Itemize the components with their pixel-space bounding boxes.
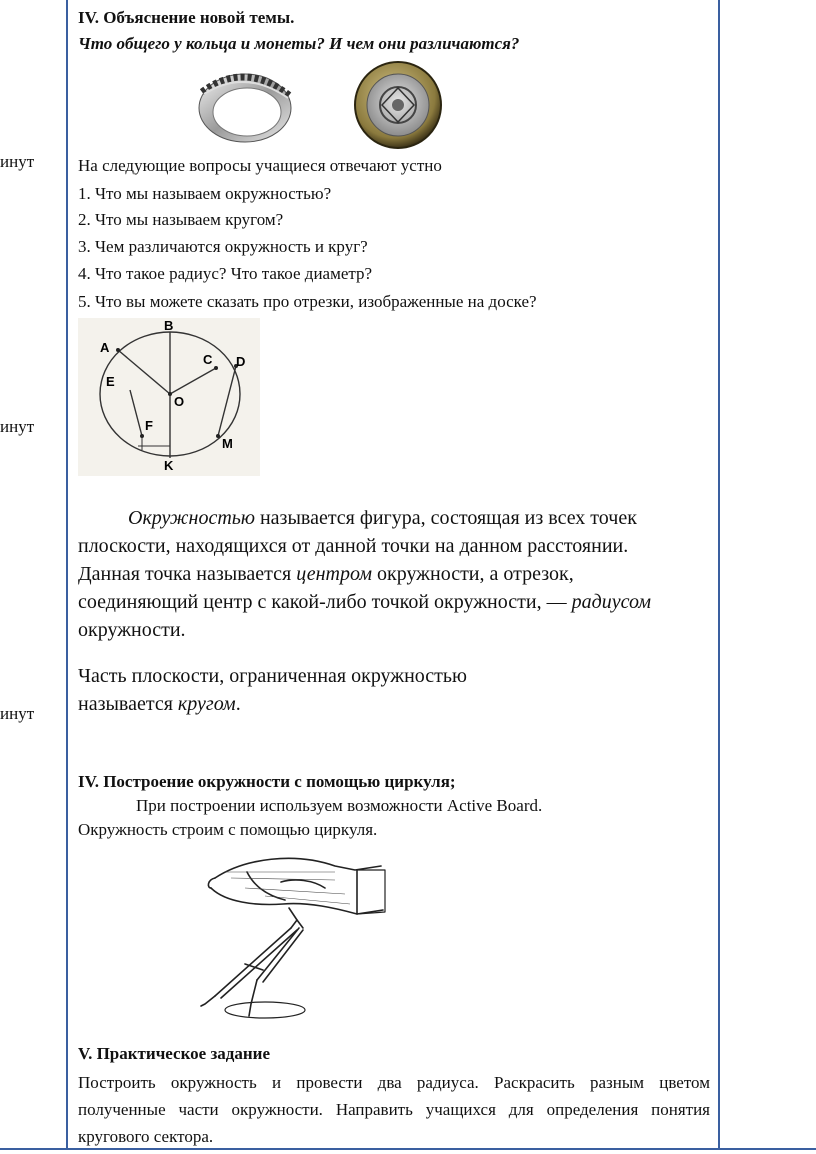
section-5-heading: V. Практическое задание (78, 1044, 271, 1063)
diagram-label-k: K (164, 458, 174, 473)
diagram-label-o: O (174, 394, 185, 409)
disk-definition (78, 662, 558, 718)
disk-text: Часть плоскости, ограниченная окружностью называется (78, 665, 467, 715)
oral-item-2: 2. Что мы называем кругом? (78, 210, 284, 229)
diagram-label-f: F (145, 418, 153, 433)
term-disk: кругом (177, 693, 236, 715)
disk-end: . (235, 693, 241, 715)
section-4-question: Что общего у кольца и монеты? И чем они различаются? (78, 34, 520, 53)
term-circle: Окружностью (128, 507, 255, 529)
side-label-1: инут (0, 152, 35, 171)
construction-line-1: При построении используем возможности Active Board. (136, 796, 543, 815)
diagram-label-d: D (236, 354, 246, 369)
side-label-2: инут (0, 417, 35, 436)
coin-picture (352, 60, 444, 150)
diagram-label-m: M (222, 436, 233, 451)
section-4-heading: IV. Объяснение новой темы. (78, 8, 295, 27)
section-4b-heading: IV. Построение окружности с помощью циркуля; (78, 772, 456, 791)
oral-item-3: 3. Чем различаются окружность и круг? (78, 237, 368, 256)
circle-diagram (78, 318, 260, 476)
term-center: центром (296, 563, 372, 585)
hand-compass-picture (185, 848, 405, 1024)
definition-text-c: окружности. (78, 619, 186, 641)
definition-text-b: окружности, а отрезок, соединяющий центр с какой-либо точкой окружности, — (78, 563, 574, 613)
practical-task-text: Построить окружность и провести два радиуса. Раскрасить разным цветом полученные части окружности. Направить учащихся для определения понятия кругового сектора. (78, 1073, 710, 1146)
term-radius: радиусом (571, 591, 651, 613)
definition-text-a: называется фигура, состоящая из всех точек плоскости, находящихся от данной точки на данном расстоянии. Данная точка называется (78, 507, 637, 585)
oral-item-5: 5. Что вы можете сказать про отрезки, изображенные на доске? (78, 292, 537, 311)
oral-item-4: 4. Что такое радиус? Что такое диаметр? (78, 264, 373, 283)
diagram-label-c: C (203, 352, 213, 367)
diagram-label-a: A (100, 340, 110, 355)
definition-paragraph (78, 504, 688, 644)
ring-picture (190, 62, 300, 148)
side-label-3: инут (0, 704, 35, 723)
diagram-label-b: B (164, 318, 174, 333)
table-border-left (66, 0, 68, 1150)
oral-item-1: 1. Что мы называем окружностью? (78, 184, 332, 203)
construction-line-2: Окружность строим с помощью циркуля. (78, 820, 378, 839)
diagram-label-e: E (106, 374, 115, 389)
oral-intro: На следующие вопросы учащиеся отвечают устно (78, 156, 442, 175)
table-border-mid (718, 0, 720, 1150)
